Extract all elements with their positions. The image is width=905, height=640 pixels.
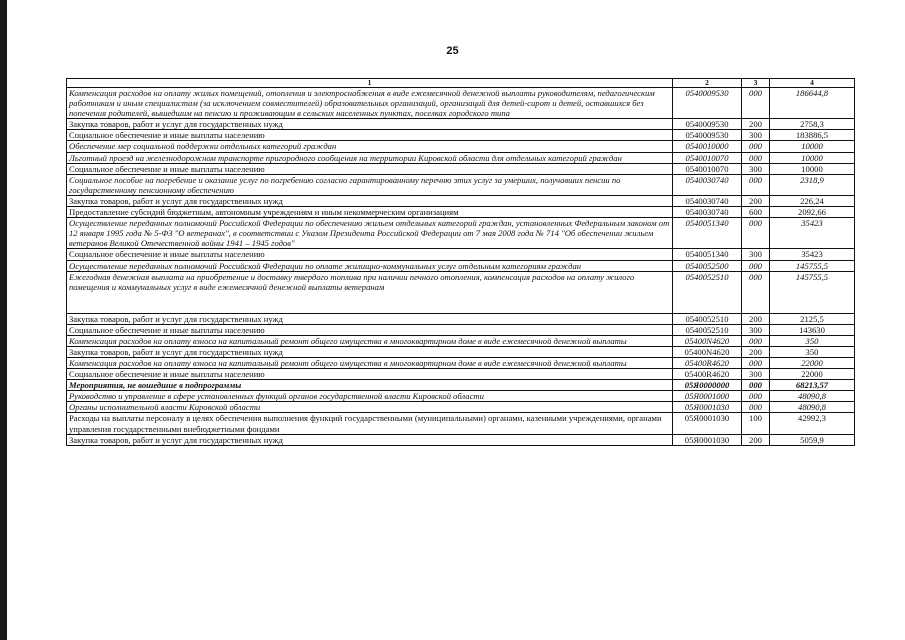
- header-col-sum: 4: [770, 79, 855, 88]
- row-name: Мероприятия, не вошедшие в подпрограммы: [67, 380, 673, 391]
- row-name: Органы исполнительной власти Кировской области: [67, 402, 673, 413]
- row-type: 300: [742, 130, 770, 141]
- row-sum: 42992,3: [770, 413, 855, 434]
- row-type: 300: [742, 163, 770, 174]
- table-row: [67, 88, 855, 119]
- row-type: 200: [742, 346, 770, 357]
- row-code: 0540030740: [673, 207, 742, 218]
- table-row: [67, 218, 855, 249]
- row-sum: 10000: [770, 152, 855, 163]
- table-row: [67, 391, 855, 402]
- row-code: 05Я0001030: [673, 413, 742, 434]
- row-code: 0540009530: [673, 119, 742, 130]
- row-type: 300: [742, 249, 770, 260]
- budget-table-body: [67, 79, 855, 446]
- table-row: [67, 313, 855, 324]
- row-code: 0540051340: [673, 218, 742, 249]
- row-code: 0540051340: [673, 249, 742, 260]
- header-col-name: 1: [67, 79, 673, 88]
- row-code: 0540052510: [673, 271, 742, 313]
- row-code: 05Я0001030: [673, 434, 742, 445]
- row-type: 000: [742, 152, 770, 163]
- row-sum: 10000: [770, 163, 855, 174]
- row-type: 600: [742, 207, 770, 218]
- row-sum: 2092,66: [770, 207, 855, 218]
- table-row: [67, 413, 855, 434]
- row-sum: 145755,5: [770, 271, 855, 313]
- table-row: [67, 163, 855, 174]
- row-name: Обеспечение мер социальной поддержки отдельных категорий граждан: [67, 141, 673, 152]
- row-type: 000: [742, 88, 770, 119]
- row-name: Закупка товаров, работ и услуг для государственных нужд: [67, 434, 673, 445]
- row-code: 05400R4620: [673, 369, 742, 380]
- table-row: [67, 369, 855, 380]
- row-name: Компенсация расходов на оплату взноса на капитальный ремонт общего имущества в многоквартирном доме в виде ежемесячной денежной выплаты: [67, 357, 673, 368]
- row-type: 000: [742, 335, 770, 346]
- header-col-type: 3: [742, 79, 770, 88]
- budget-table: [66, 78, 855, 446]
- table-row: [67, 260, 855, 271]
- row-type: 000: [742, 174, 770, 195]
- table-row: [67, 357, 855, 368]
- row-sum: 2125,5: [770, 313, 855, 324]
- table-row: [67, 141, 855, 152]
- row-type: 000: [742, 218, 770, 249]
- row-type: 200: [742, 434, 770, 445]
- row-code: 0540010070: [673, 152, 742, 163]
- row-name: Руководство и управление в сфере установленных функций органов государственной власти Кировской области: [67, 391, 673, 402]
- row-type: 000: [742, 271, 770, 313]
- row-type: 300: [742, 324, 770, 335]
- row-sum: 48090,8: [770, 402, 855, 413]
- row-sum: 226,24: [770, 195, 855, 206]
- row-name: Ежегодная денежная выплата на приобретение и доставку твердого топлива при наличии печного отопления, компенсация расходов на оплату жилого помещения и коммунальных услуг в виде ежемесячной денежной выплаты ветеранам: [67, 271, 673, 313]
- row-code: 0540052510: [673, 313, 742, 324]
- row-type: 000: [742, 380, 770, 391]
- row-name: Социальное обеспечение и иные выплаты населению: [67, 324, 673, 335]
- row-code: 0540010000: [673, 141, 742, 152]
- row-sum: 5059,9: [770, 434, 855, 445]
- row-code: 05Я0001030: [673, 402, 742, 413]
- row-name: Социальное обеспечение и иные выплаты населению: [67, 163, 673, 174]
- table-row: [67, 174, 855, 195]
- row-type: 000: [742, 391, 770, 402]
- row-sum: 22000: [770, 357, 855, 368]
- row-sum: 183886,5: [770, 130, 855, 141]
- row-name: Осуществление переданных полномочий Российской Федерации по оплате жилищно-коммунальных услуг отдельным категориям граждан: [67, 260, 673, 271]
- row-code: 0540030740: [673, 174, 742, 195]
- table-row: [67, 380, 855, 391]
- row-name: Компенсация расходов на оплату жилых помещений, отопления и электроснабжения в виде ежемесячной денежной выплаты руководителям, педагогическим работникам и иным специалистам (за исключением совместителей) образовательных организаций, организаций для детей-сирот и детей, оставшихся без попечения родителей, вышедшим на пенсию и проживающим в сельских населенных пунктах, поселках городского типа: [67, 88, 673, 119]
- row-code: 0540010070: [673, 163, 742, 174]
- row-sum: 143630: [770, 324, 855, 335]
- row-name: Закупка товаров, работ и услуг для государственных нужд: [67, 346, 673, 357]
- page-number: 25: [446, 45, 459, 57]
- row-code: 0540030740: [673, 195, 742, 206]
- row-name: Льготный проезд на железнодорожном транспорте пригородного сообщения на территории Кировской области для отдельных категорий граждан: [67, 152, 673, 163]
- row-sum: 350: [770, 346, 855, 357]
- row-name: Осуществление переданных полномочий Российской Федерации по обеспечению жильем отдельных категорий граждан, установленных Федеральным законом от 12 января 1995 года № 5-ФЗ "О ветеранах", в соответствии с Указом Президента Российской Федерации от 7 мая 2008 года № 714 "Об обеспечении жильем ветеранов Великой Отечественной войны 1941 – 1945 годов": [67, 218, 673, 249]
- table-row: [67, 434, 855, 445]
- table-row: [67, 271, 855, 313]
- table-row: [67, 152, 855, 163]
- row-code: 0540052500: [673, 260, 742, 271]
- row-sum: 145755,5: [770, 260, 855, 271]
- row-name: Закупка товаров, работ и услуг для государственных нужд: [67, 195, 673, 206]
- row-sum: 48090,8: [770, 391, 855, 402]
- row-sum: 350: [770, 335, 855, 346]
- table-row: [67, 402, 855, 413]
- table-row: [67, 335, 855, 346]
- table-row: [67, 119, 855, 130]
- row-type: 000: [742, 357, 770, 368]
- row-type: 000: [742, 141, 770, 152]
- row-sum: 22000: [770, 369, 855, 380]
- row-code: 05400N4620: [673, 335, 742, 346]
- row-name: Социальное обеспечение и иные выплаты населению: [67, 130, 673, 141]
- table-row: [67, 130, 855, 141]
- row-sum: 10000: [770, 141, 855, 152]
- row-type: 200: [742, 119, 770, 130]
- row-name: Социальное пособие на погребение и оказание услуг по погребению согласно гарантированному перечню этих услуг за умерших, получавших пенсии по государственному пенсионному обеспечению: [67, 174, 673, 195]
- row-code: 0540009530: [673, 88, 742, 119]
- table-row: [67, 195, 855, 206]
- row-code: 05400N4620: [673, 346, 742, 357]
- table-row: [67, 324, 855, 335]
- row-name: Предоставление субсидий бюджетным, автономным учреждениям и иным некоммерческим организациям: [67, 207, 673, 218]
- row-type: 200: [742, 313, 770, 324]
- row-sum: 68213,57: [770, 380, 855, 391]
- row-type: 200: [742, 195, 770, 206]
- scan-edge: [0, 0, 7, 640]
- row-name: Компенсация расходов на оплату взноса на капитальный ремонт общего имущества в многоквартирном доме в виде ежемесячной денежной выплаты: [67, 335, 673, 346]
- row-name: Закупка товаров, работ и услуг для государственных нужд: [67, 119, 673, 130]
- row-code: 05Я0000000: [673, 380, 742, 391]
- table-row: [67, 207, 855, 218]
- row-sum: 2318,9: [770, 174, 855, 195]
- row-type: 000: [742, 402, 770, 413]
- row-sum: 35423: [770, 249, 855, 260]
- header-row: [67, 79, 855, 88]
- row-sum: 2758,3: [770, 119, 855, 130]
- row-name: Социальное обеспечение и иные выплаты населению: [67, 249, 673, 260]
- row-code: 05400R4620: [673, 357, 742, 368]
- row-type: 300: [742, 369, 770, 380]
- row-name: Расходы на выплаты персоналу в целях обеспечения выполнения функций государственными (муниципальными) органами, казенными учреждениями, органами управления государственными внебюджетными фондами: [67, 413, 673, 434]
- row-type: 100: [742, 413, 770, 434]
- row-sum: 35423: [770, 218, 855, 249]
- row-sum: 186644,8: [770, 88, 855, 119]
- row-name: Закупка товаров, работ и услуг для государственных нужд: [67, 313, 673, 324]
- row-name: Социальное обеспечение и иные выплаты населению: [67, 369, 673, 380]
- table-row: [67, 249, 855, 260]
- row-type: 000: [742, 260, 770, 271]
- row-code: 0540009530: [673, 130, 742, 141]
- row-code: 0540052510: [673, 324, 742, 335]
- row-code: 05Я0001000: [673, 391, 742, 402]
- header-col-code: 2: [673, 79, 742, 88]
- table-row: [67, 346, 855, 357]
